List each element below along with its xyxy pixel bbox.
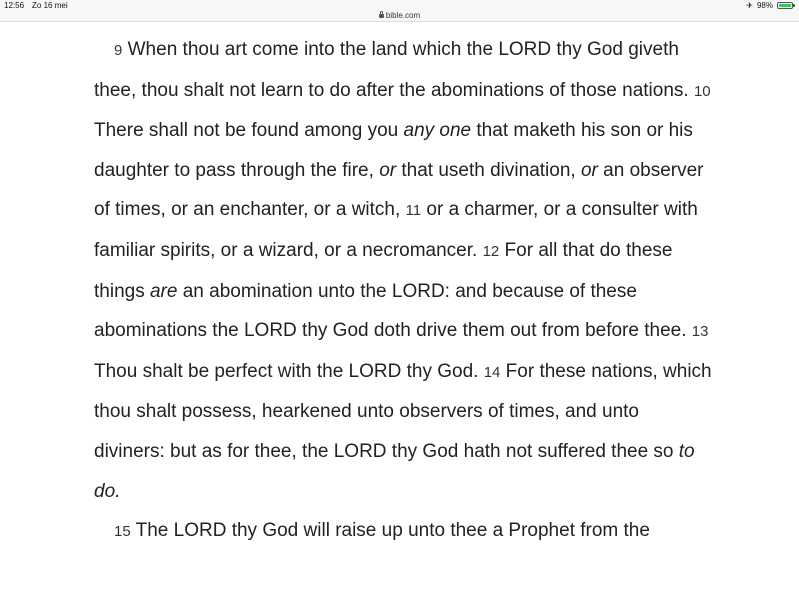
- verse-number[interactable]: 13: [691, 323, 709, 341]
- verse-text-italic[interactable]: are: [149, 280, 178, 302]
- verse-number[interactable]: 14: [483, 363, 501, 381]
- verse-text-italic[interactable]: or: [580, 159, 598, 181]
- battery-tip: [793, 4, 795, 7]
- address-bar[interactable]: [0, 11, 799, 20]
- verse-text-italic[interactable]: any one: [403, 120, 472, 142]
- bible-passage: [94, 30, 714, 552]
- verse-number[interactable]: 12: [482, 242, 500, 260]
- verse-text-italic[interactable]: to do.: [94, 440, 695, 502]
- verse-text[interactable]: There shall not be found among you: [94, 120, 399, 142]
- status-time: 12:56: [4, 1, 25, 10]
- battery-icon: [777, 2, 793, 9]
- verse-text[interactable]: The LORD thy God will raise up unto thee a Prophet from the: [135, 520, 650, 542]
- verse-number[interactable]: 9: [114, 42, 123, 59]
- verse-number[interactable]: 10: [693, 82, 711, 100]
- paragraph-2: [94, 511, 714, 552]
- status-left: [4, 1, 68, 10]
- verse-text[interactable]: that maketh his son or his daughter to pass through the fire,: [94, 120, 693, 181]
- airplane-icon: ✈: [746, 1, 753, 10]
- url-text[interactable]: bible.com: [385, 11, 421, 20]
- status-bar: [0, 0, 799, 22]
- verse-number[interactable]: 15: [114, 523, 131, 541]
- status-date: Zo 16 mei: [32, 1, 68, 10]
- verse-text[interactable]: an abomination unto the LORD: and because of these abominations the LORD thy God doth drive them out from before thee.: [94, 280, 687, 342]
- verse-text[interactable]: an observer of times, or an enchanter, or a witch,: [94, 159, 704, 221]
- battery-percent: 98%: [756, 1, 773, 10]
- verse-number[interactable]: 11: [405, 202, 422, 220]
- verse-text[interactable]: For all that do these things: [94, 239, 673, 302]
- verse-text[interactable]: For these nations, which thou shalt possess, hearkened unto observers of times, and unto diviners: but as for thee, the LORD thy God hath not suffered thee so: [94, 360, 712, 462]
- paragraph-1: [94, 30, 714, 511]
- status-right: [746, 1, 793, 10]
- verse-text[interactable]: Thou shalt be perfect with the LORD thy God.: [94, 360, 479, 382]
- verse-text-italic[interactable]: or: [379, 159, 397, 181]
- verse-text[interactable]: or a charmer, or a consulter with familiar spirits, or a wizard, or a necromancer.: [94, 199, 698, 261]
- verse-text[interactable]: that useth divination,: [401, 159, 576, 181]
- lock-icon: [379, 14, 384, 18]
- verse-text[interactable]: When thou art come into the land which the LORD thy God giveth thee, thou shalt not learn to do after the abominations of those nations.: [94, 39, 689, 101]
- battery-fill: [779, 4, 791, 7]
